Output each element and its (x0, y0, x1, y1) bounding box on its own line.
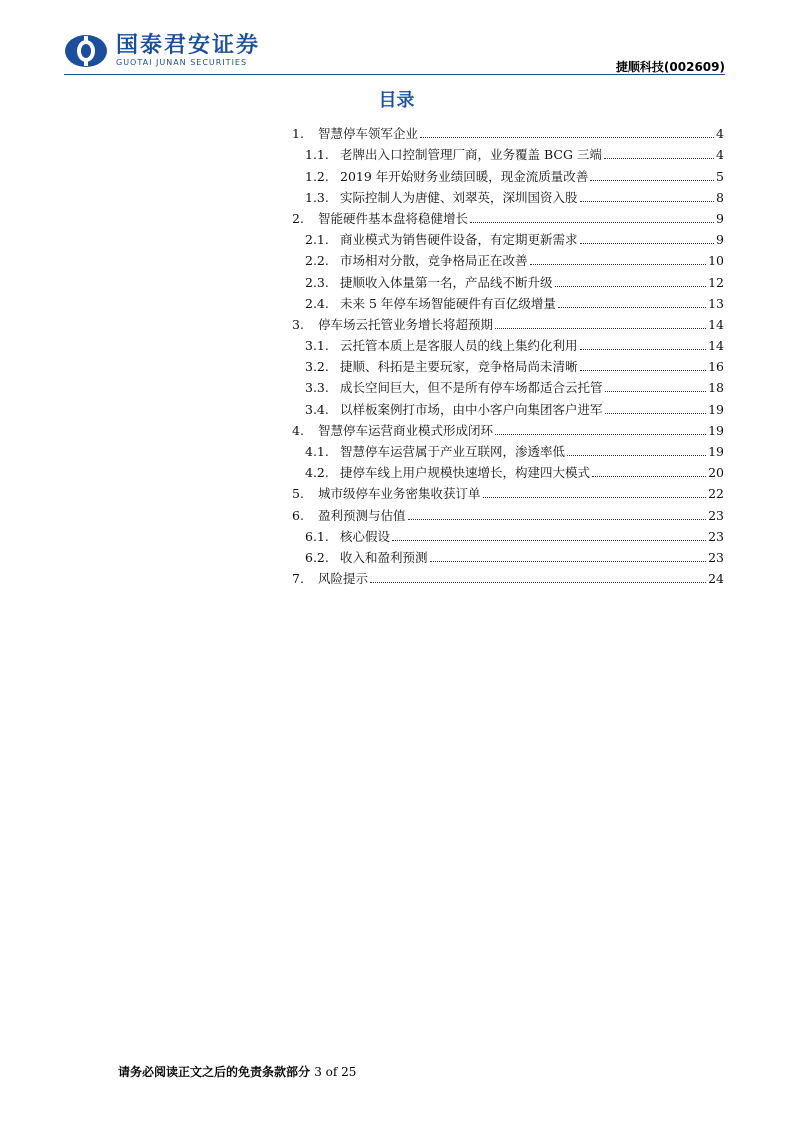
toc-dot-leader (408, 519, 707, 520)
toc-entry[interactable] (292, 162, 724, 183)
toc-entry-number: 1.2. (305, 168, 329, 184)
toc-entry-number: 2.4. (305, 295, 329, 311)
toc-entry-number: 1. (292, 126, 304, 142)
toc-entry-page: 18 (708, 380, 724, 396)
toc-dot-leader (530, 264, 707, 265)
toc-entry-page: 23 (708, 507, 724, 523)
toc-entry[interactable] (292, 353, 724, 374)
toc-entry[interactable] (292, 184, 724, 205)
toc-entry-number: 6. (292, 507, 304, 523)
toc-entry-title: 老牌出入口控制管理厂商，业务覆盖 BCG 三端 (340, 148, 602, 163)
toc-dot-leader (605, 413, 707, 414)
toc-entry-number: 6.1. (305, 528, 329, 544)
toc-entry-page: 9 (716, 210, 724, 226)
toc-entry-title: 智慧停车运营属于产业互联网，渗透率低 (340, 445, 566, 459)
toc-entry[interactable] (292, 247, 724, 268)
toc-entry-number: 3.2. (305, 359, 329, 375)
toc-entry-number: 6.2. (305, 549, 329, 565)
toc-entry[interactable] (292, 523, 724, 544)
toc-entry-page: 8 (716, 189, 724, 205)
toc-entry-page: 12 (708, 274, 724, 290)
header-divider (64, 74, 725, 75)
toc-entry-page: 10 (708, 253, 724, 269)
footer-page-number: 3 of 25 (314, 1065, 357, 1079)
toc-entry-page: 19 (708, 422, 724, 438)
toc-dot-leader (430, 561, 707, 562)
toc-entry-title: 收入和盈利预测 (340, 550, 428, 565)
logo-chinese-name: 国泰君安证券 (116, 33, 261, 58)
toc-entry[interactable] (292, 438, 724, 459)
toc-entry-number: 3.4. (305, 401, 329, 417)
toc-entry[interactable] (292, 501, 724, 522)
toc-entry-title: 捷顺、科拓是主要玩家，竞争格局尚未清晰 (340, 360, 578, 375)
toc-entry-number: 4.2. (305, 465, 329, 481)
toc-entry-page: 23 (708, 549, 724, 565)
footer-disclaimer: 请务必阅读正文之后的免责条款部分 (118, 1065, 311, 1079)
toc-title: 目录 (378, 90, 415, 111)
toc-entry[interactable] (292, 120, 724, 141)
logo-english-name: GUOTAI JUNAN SECURITIES (116, 58, 248, 67)
toc-dot-leader (580, 243, 715, 244)
toc-entry[interactable] (292, 565, 724, 586)
toc-entry-title: 商业模式为销售硬件设备，有定期更新需求 (340, 233, 578, 248)
toc-entry[interactable] (292, 290, 724, 311)
toc-entry-title: 成长空间巨大，但不是所有停车场都适合云托管 (340, 381, 603, 396)
toc-entry-title: 捷停车线上用户规模快速增长，构建四大模式 (340, 466, 591, 481)
toc-entry-title: 风险提示 (318, 572, 369, 587)
toc-entry[interactable] (292, 332, 724, 353)
toc-entry-page: 23 (708, 528, 724, 544)
page-footer (118, 1063, 356, 1080)
toc-dot-leader (590, 180, 714, 181)
toc-entry-number: 4.1. (305, 444, 329, 459)
logo-emblem-icon (64, 34, 108, 68)
table-of-contents (292, 120, 724, 586)
toc-dot-leader (592, 476, 706, 477)
toc-dot-leader (392, 540, 706, 541)
toc-entry-title: 2019 年开始财务业绩回暖，现金流质量改善 (340, 169, 589, 184)
toc-entry-page: 9 (716, 232, 724, 248)
toc-entry[interactable] (292, 480, 724, 501)
toc-entry-title: 核心假设 (340, 529, 391, 544)
toc-dot-leader (580, 201, 715, 202)
toc-entry-number: 4. (292, 422, 304, 438)
toc-entry-page: 19 (708, 444, 724, 459)
toc-entry-page: 13 (708, 295, 724, 311)
toc-dot-leader (370, 582, 706, 583)
toc-dot-leader (558, 307, 706, 308)
toc-entry-page: 14 (708, 316, 724, 332)
toc-entry[interactable] (292, 205, 724, 226)
report-company-label: 捷顺科技(002609) (615, 60, 725, 74)
toc-entry-title: 城市级停车业务密集收获订单 (318, 487, 481, 502)
toc-dot-leader (580, 349, 707, 350)
toc-entry-title: 盈利预测与估值 (318, 508, 406, 523)
toc-entry-number: 3. (292, 316, 304, 332)
toc-entry[interactable] (292, 141, 724, 162)
toc-dot-leader (555, 286, 707, 287)
toc-dot-leader (495, 328, 706, 329)
toc-entry[interactable] (292, 374, 724, 395)
toc-entry-title: 未来 5 年停车场智能硬件有百亿级增量 (340, 296, 556, 311)
toc-entry-number: 2. (292, 210, 304, 226)
company-logo (64, 34, 260, 68)
toc-entry-page: 20 (708, 465, 724, 481)
toc-entry-number: 3.1. (305, 338, 329, 354)
toc-entry-number: 2.2. (305, 253, 329, 269)
toc-entry-number: 5. (292, 486, 304, 502)
toc-dot-leader (604, 158, 714, 159)
toc-entry[interactable] (292, 395, 724, 416)
toc-dot-leader (470, 222, 714, 223)
toc-entry-page: 5 (716, 168, 724, 184)
toc-entry-number: 1.3. (305, 189, 329, 205)
toc-entry-number: 3.3. (305, 380, 329, 396)
toc-dot-leader (483, 497, 707, 498)
toc-dot-leader (495, 434, 706, 435)
toc-entry-title: 云托管本质上是客服人员的线上集约化利用 (340, 339, 578, 354)
toc-entry-page: 4 (716, 147, 724, 163)
toc-entry-page: 14 (708, 338, 724, 354)
toc-entry-title: 智能硬件基本盘将稳健增长 (318, 211, 469, 226)
toc-entry-page: 16 (708, 359, 724, 375)
toc-entry[interactable] (292, 311, 724, 332)
toc-entry-page: 19 (708, 401, 724, 417)
toc-entry[interactable] (292, 544, 724, 565)
toc-dot-leader (567, 455, 706, 456)
toc-entry-title: 捷顺收入体量第一名，产品线不断升级 (340, 275, 553, 290)
toc-entry-title: 实际控制人为唐健、刘翠英，深圳国资入股 (340, 190, 578, 205)
toc-entry-number: 7. (292, 571, 304, 587)
toc-entry-title: 停车场云托管业务增长将超预期 (318, 317, 494, 332)
toc-entry-title: 以样板案例打市场，由中小客户向集团客户进军 (340, 402, 603, 417)
toc-entry-page: 22 (708, 486, 724, 502)
toc-entry-page: 4 (716, 126, 724, 142)
toc-entry-page: 24 (708, 571, 724, 587)
toc-dot-leader (420, 137, 714, 138)
toc-entry[interactable] (292, 459, 724, 480)
toc-entry-number: 2.1. (305, 232, 329, 248)
toc-dot-leader (580, 370, 707, 371)
toc-entry-title: 智慧停车领军企业 (318, 127, 419, 142)
toc-dot-leader (605, 391, 707, 392)
toc-entry-title: 智慧停车运营商业模式形成闭环 (318, 423, 494, 438)
toc-entry[interactable] (292, 226, 724, 247)
toc-entry-number: 1.1. (305, 147, 329, 163)
toc-entry[interactable] (292, 417, 724, 438)
toc-entry-number: 2.3. (305, 274, 329, 290)
toc-entry-title: 市场相对分散，竞争格局正在改善 (340, 254, 528, 269)
toc-entry[interactable] (292, 268, 724, 289)
